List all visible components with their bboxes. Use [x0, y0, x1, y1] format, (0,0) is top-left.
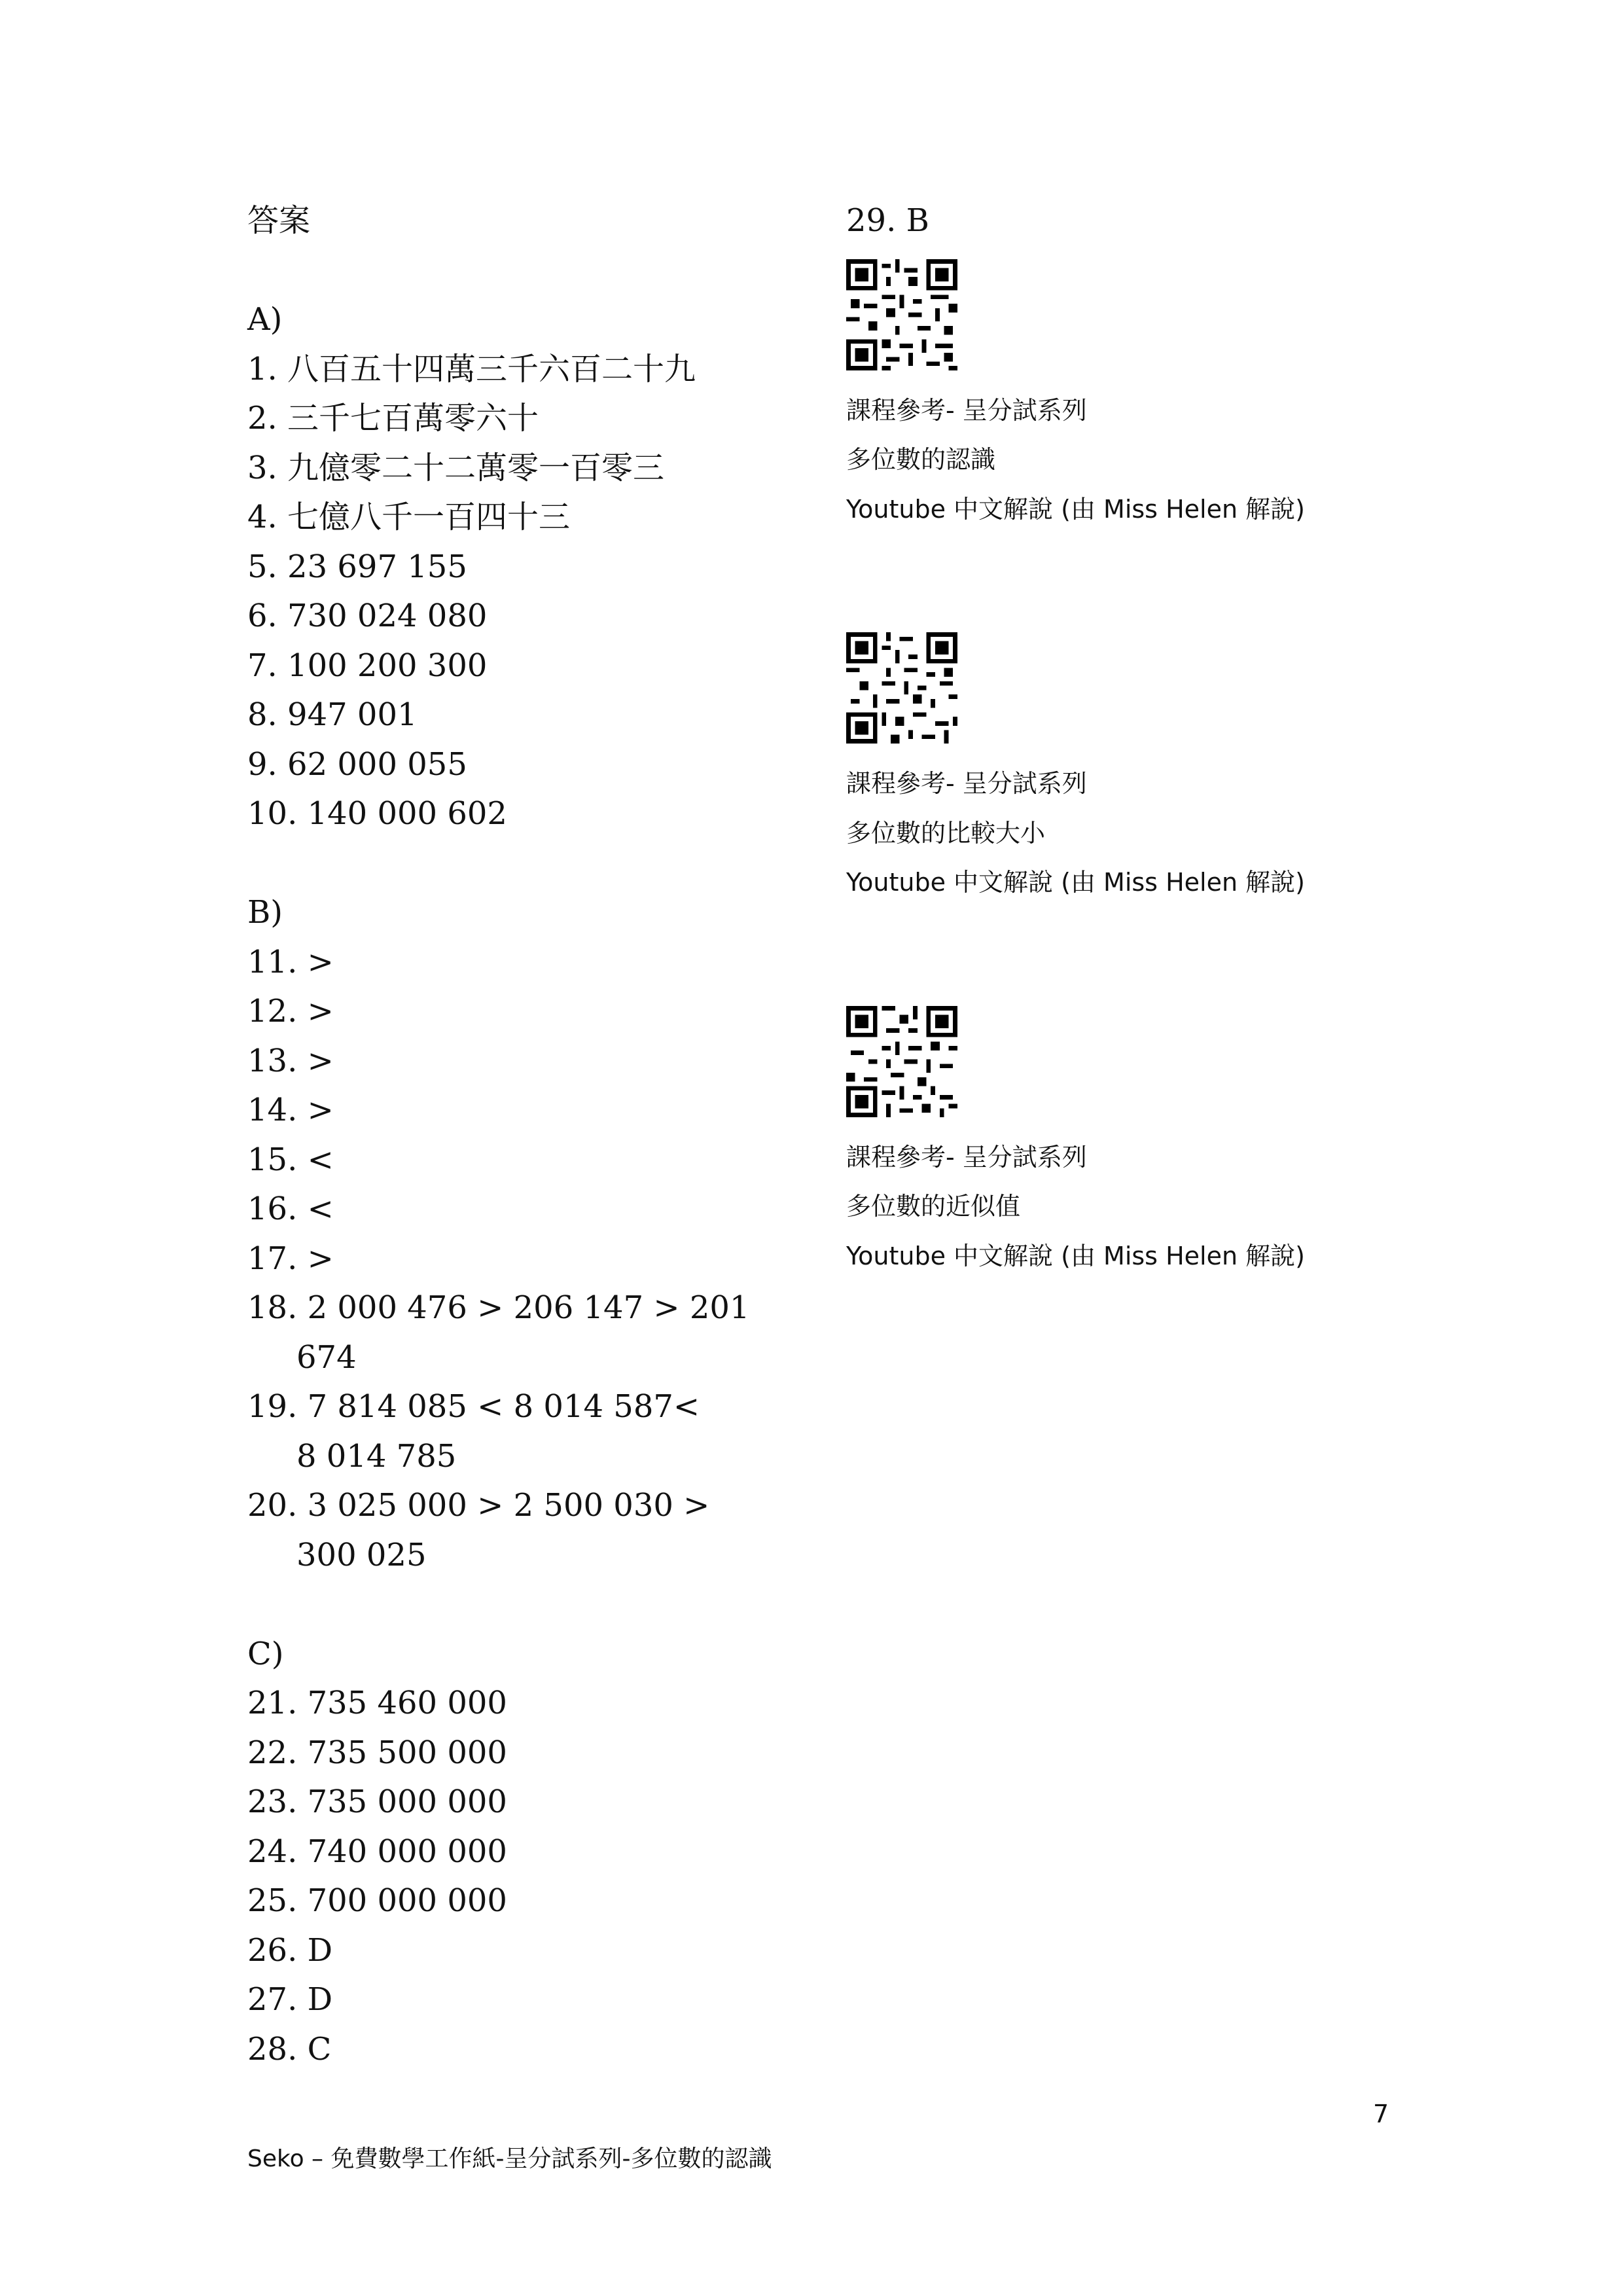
answer-item: 13. > [247, 1042, 334, 1079]
reference-topic: 多位數的比較大小 [846, 818, 1046, 848]
qr-code-icon[interactable] [846, 1006, 957, 1117]
reference-course-label: 課程參考- 呈分試系列 [846, 1142, 1087, 1172]
answer-item: 26. D [247, 1931, 333, 1969]
reference-youtube-note: Youtube 中文解說 (由 Miss Helen 解說) [846, 868, 1305, 897]
answer-item-first-line: 20. 3 025 000 > 2 500 030 > [247, 1487, 710, 1524]
reference-topic: 多位數的近似值 [846, 1192, 1021, 1221]
answer-column [247, 196, 810, 2074]
qr-code-icon[interactable] [846, 259, 957, 370]
reference-youtube-note: Youtube 中文解說 (由 Miss Helen 解說) [846, 494, 1305, 524]
reference-course-label: 課程參考- 呈分試系列 [846, 769, 1087, 798]
footer: Seko – 免費數學工作紙-呈分試系列-多位數的認識 [247, 2145, 772, 2172]
answer-item-continuation: 300 025 [296, 1536, 427, 1573]
answer-item: 5. 23 697 155 [247, 548, 467, 585]
answer-item: 23. 735 000 000 [247, 1784, 507, 1820]
qr-code-icon[interactable] [846, 632, 957, 744]
section-b-label: B) [247, 894, 283, 931]
answer-item: 22. 735 500 000 [247, 1734, 507, 1771]
answer-item-first-line: 19. 7 814 085 < 8 014 587< [247, 1388, 700, 1425]
answer-item: 24. 740 000 000 [247, 1833, 507, 1870]
answer-item: 9. 62 000 055 [247, 745, 467, 783]
answer-item: 17. > [247, 1240, 334, 1277]
answer-item: 14. > [247, 1092, 334, 1128]
answer-item: 1. 八百五十四萬三千六百二十九 [247, 350, 696, 387]
reference-column [846, 196, 1435, 1281]
reference-block [846, 632, 1435, 908]
answer-item: 8. 947 001 [247, 696, 418, 733]
answer-item: 27. D [247, 1981, 333, 2018]
reference-block [846, 1006, 1435, 1282]
answer-item: 16. < [247, 1191, 334, 1227]
answer-item: 7. 100 200 300 [247, 647, 488, 684]
answer-item: 29. B [846, 202, 929, 239]
answer-item: 28. C [247, 2030, 332, 2068]
page-number: 7 [1373, 2100, 1389, 2128]
section-c-label: C) [247, 1635, 284, 1672]
answer-item-continuation: 8 014 785 [296, 1437, 457, 1475]
reference-topic: 多位數的認識 [846, 445, 996, 474]
answer-item: 3. 九億零二十二萬零一百零三 [247, 449, 665, 486]
answer-item: 10. 140 000 602 [247, 795, 507, 832]
answer-item-continuation: 674 [296, 1338, 357, 1376]
answer-item: 21. 735 460 000 [247, 1685, 507, 1721]
section-a-label: A) [247, 301, 283, 338]
answer-item: 6. 730 024 080 [247, 598, 488, 634]
answer-item: 12. > [247, 993, 334, 1030]
reference-youtube-note: Youtube 中文解說 (由 Miss Helen 解說) [846, 1241, 1305, 1270]
answer-item-first-line: 18. 2 000 476 > 206 147 > 201 [247, 1289, 750, 1326]
answer-item: 4. 七億八千一百四十三 [247, 499, 571, 535]
reference-course-label: 課程參考- 呈分試系列 [846, 395, 1087, 425]
answer-item: 2. 三千七百萬零六十 [247, 400, 539, 437]
answer-item: 11. > [247, 943, 334, 980]
reference-block [846, 259, 1435, 535]
answer-item: 15. < [247, 1141, 334, 1178]
answer-item: 25. 700 000 000 [247, 1882, 507, 1919]
answers-heading: 答案 [247, 202, 311, 239]
